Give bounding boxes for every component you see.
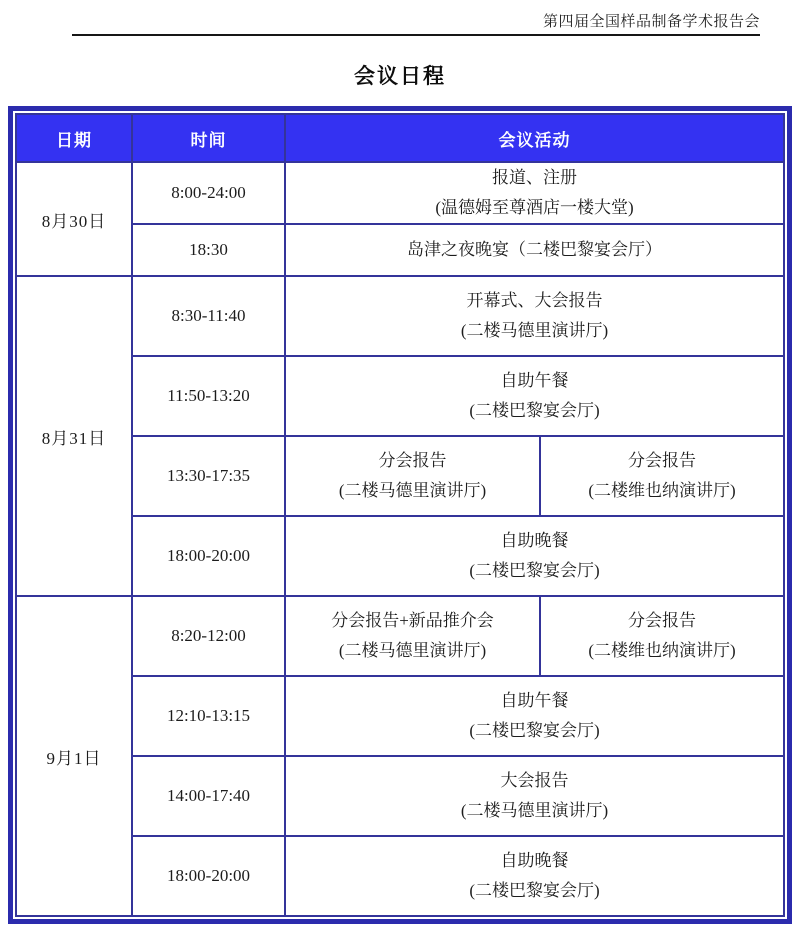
activity-name: 开幕式、大会报告 bbox=[466, 291, 603, 310]
activity-cell bbox=[540, 596, 784, 676]
time-cell: 13:30-17:35 bbox=[132, 436, 285, 516]
activity-name: 大会报告 bbox=[500, 771, 569, 790]
date-cell: 8月30日 bbox=[16, 162, 132, 276]
column-header-date: 日期 bbox=[16, 114, 132, 162]
time-cell: 18:30 bbox=[132, 224, 285, 276]
time-cell: 11:50-13:20 bbox=[132, 356, 285, 436]
activity-cell bbox=[285, 756, 784, 836]
table-row bbox=[16, 356, 784, 436]
column-header-time: 时间 bbox=[132, 114, 285, 162]
table-row bbox=[16, 676, 784, 756]
activity-name: 分会报告+新品推介会 bbox=[331, 611, 494, 630]
activity-location: (二楼马德里演讲厅) bbox=[338, 641, 487, 660]
header-rule bbox=[72, 34, 760, 36]
activity-cell bbox=[285, 356, 784, 436]
activity-cell bbox=[285, 276, 784, 356]
column-header-activity: 会议活动 bbox=[285, 114, 784, 162]
activity-name: 分会报告 bbox=[378, 451, 447, 470]
activity-cell bbox=[285, 516, 784, 596]
table-row bbox=[16, 516, 784, 596]
activity-name: 自助午餐 bbox=[500, 691, 569, 710]
activity-location: (二楼巴黎宴会厅) bbox=[469, 401, 600, 420]
activity-location: (二楼维也纳演讲厅) bbox=[588, 481, 736, 500]
activity-name: 自助晚餐 bbox=[500, 531, 569, 550]
document-header bbox=[0, 0, 800, 36]
table-row bbox=[16, 436, 784, 516]
table-row bbox=[16, 596, 784, 676]
page-title: 会议日程 bbox=[354, 65, 446, 88]
activity-name: 自助晚餐 bbox=[500, 851, 569, 870]
activity-location: (温德姆至尊酒店一楼大堂) bbox=[435, 198, 634, 217]
time-cell: 8:30-11:40 bbox=[132, 276, 285, 356]
table-row bbox=[16, 162, 784, 224]
activity-location: (二楼巴黎宴会厅) bbox=[469, 721, 600, 740]
schedule-table-frame bbox=[8, 106, 792, 924]
conference-name: 第四届全国样品制备学术报告会 bbox=[542, 13, 760, 30]
table-row bbox=[16, 224, 784, 276]
time-cell: 8:00-24:00 bbox=[132, 162, 285, 224]
table-row bbox=[16, 756, 784, 836]
activity-name: 报道、注册 bbox=[492, 168, 577, 187]
activity-location: (二楼马德里演讲厅) bbox=[460, 801, 609, 820]
time-cell: 18:00-20:00 bbox=[132, 516, 285, 596]
activity-cell bbox=[285, 224, 784, 276]
activity-cell bbox=[285, 676, 784, 756]
activity-name: 自助午餐 bbox=[500, 371, 569, 390]
activity-location: (二楼维也纳演讲厅) bbox=[588, 641, 736, 660]
time-cell: 14:00-17:40 bbox=[132, 756, 285, 836]
table-header-row bbox=[16, 114, 784, 162]
activity-name: 分会报告 bbox=[628, 451, 696, 470]
activity-name: 岛津之夜晚宴（二楼巴黎宴会厅） bbox=[407, 240, 662, 259]
date-cell: 9月1日 bbox=[16, 596, 132, 916]
activity-location: (二楼马德里演讲厅) bbox=[460, 321, 609, 340]
table-row bbox=[16, 276, 784, 356]
activity-cell bbox=[285, 836, 784, 916]
time-cell: 18:00-20:00 bbox=[132, 836, 285, 916]
activity-location: (二楼马德里演讲厅) bbox=[338, 481, 487, 500]
date-cell: 8月31日 bbox=[16, 276, 132, 596]
activity-location: (二楼巴黎宴会厅) bbox=[469, 561, 600, 580]
time-cell: 12:10-13:15 bbox=[132, 676, 285, 756]
table-row bbox=[16, 836, 784, 916]
activity-cell bbox=[285, 436, 540, 516]
time-cell: 8:20-12:00 bbox=[132, 596, 285, 676]
activity-cell bbox=[540, 436, 784, 516]
activity-name: 分会报告 bbox=[628, 611, 696, 630]
activity-cell bbox=[285, 162, 784, 224]
schedule-table bbox=[15, 113, 785, 917]
activity-location: (二楼巴黎宴会厅) bbox=[469, 881, 600, 900]
activity-cell bbox=[285, 596, 540, 676]
